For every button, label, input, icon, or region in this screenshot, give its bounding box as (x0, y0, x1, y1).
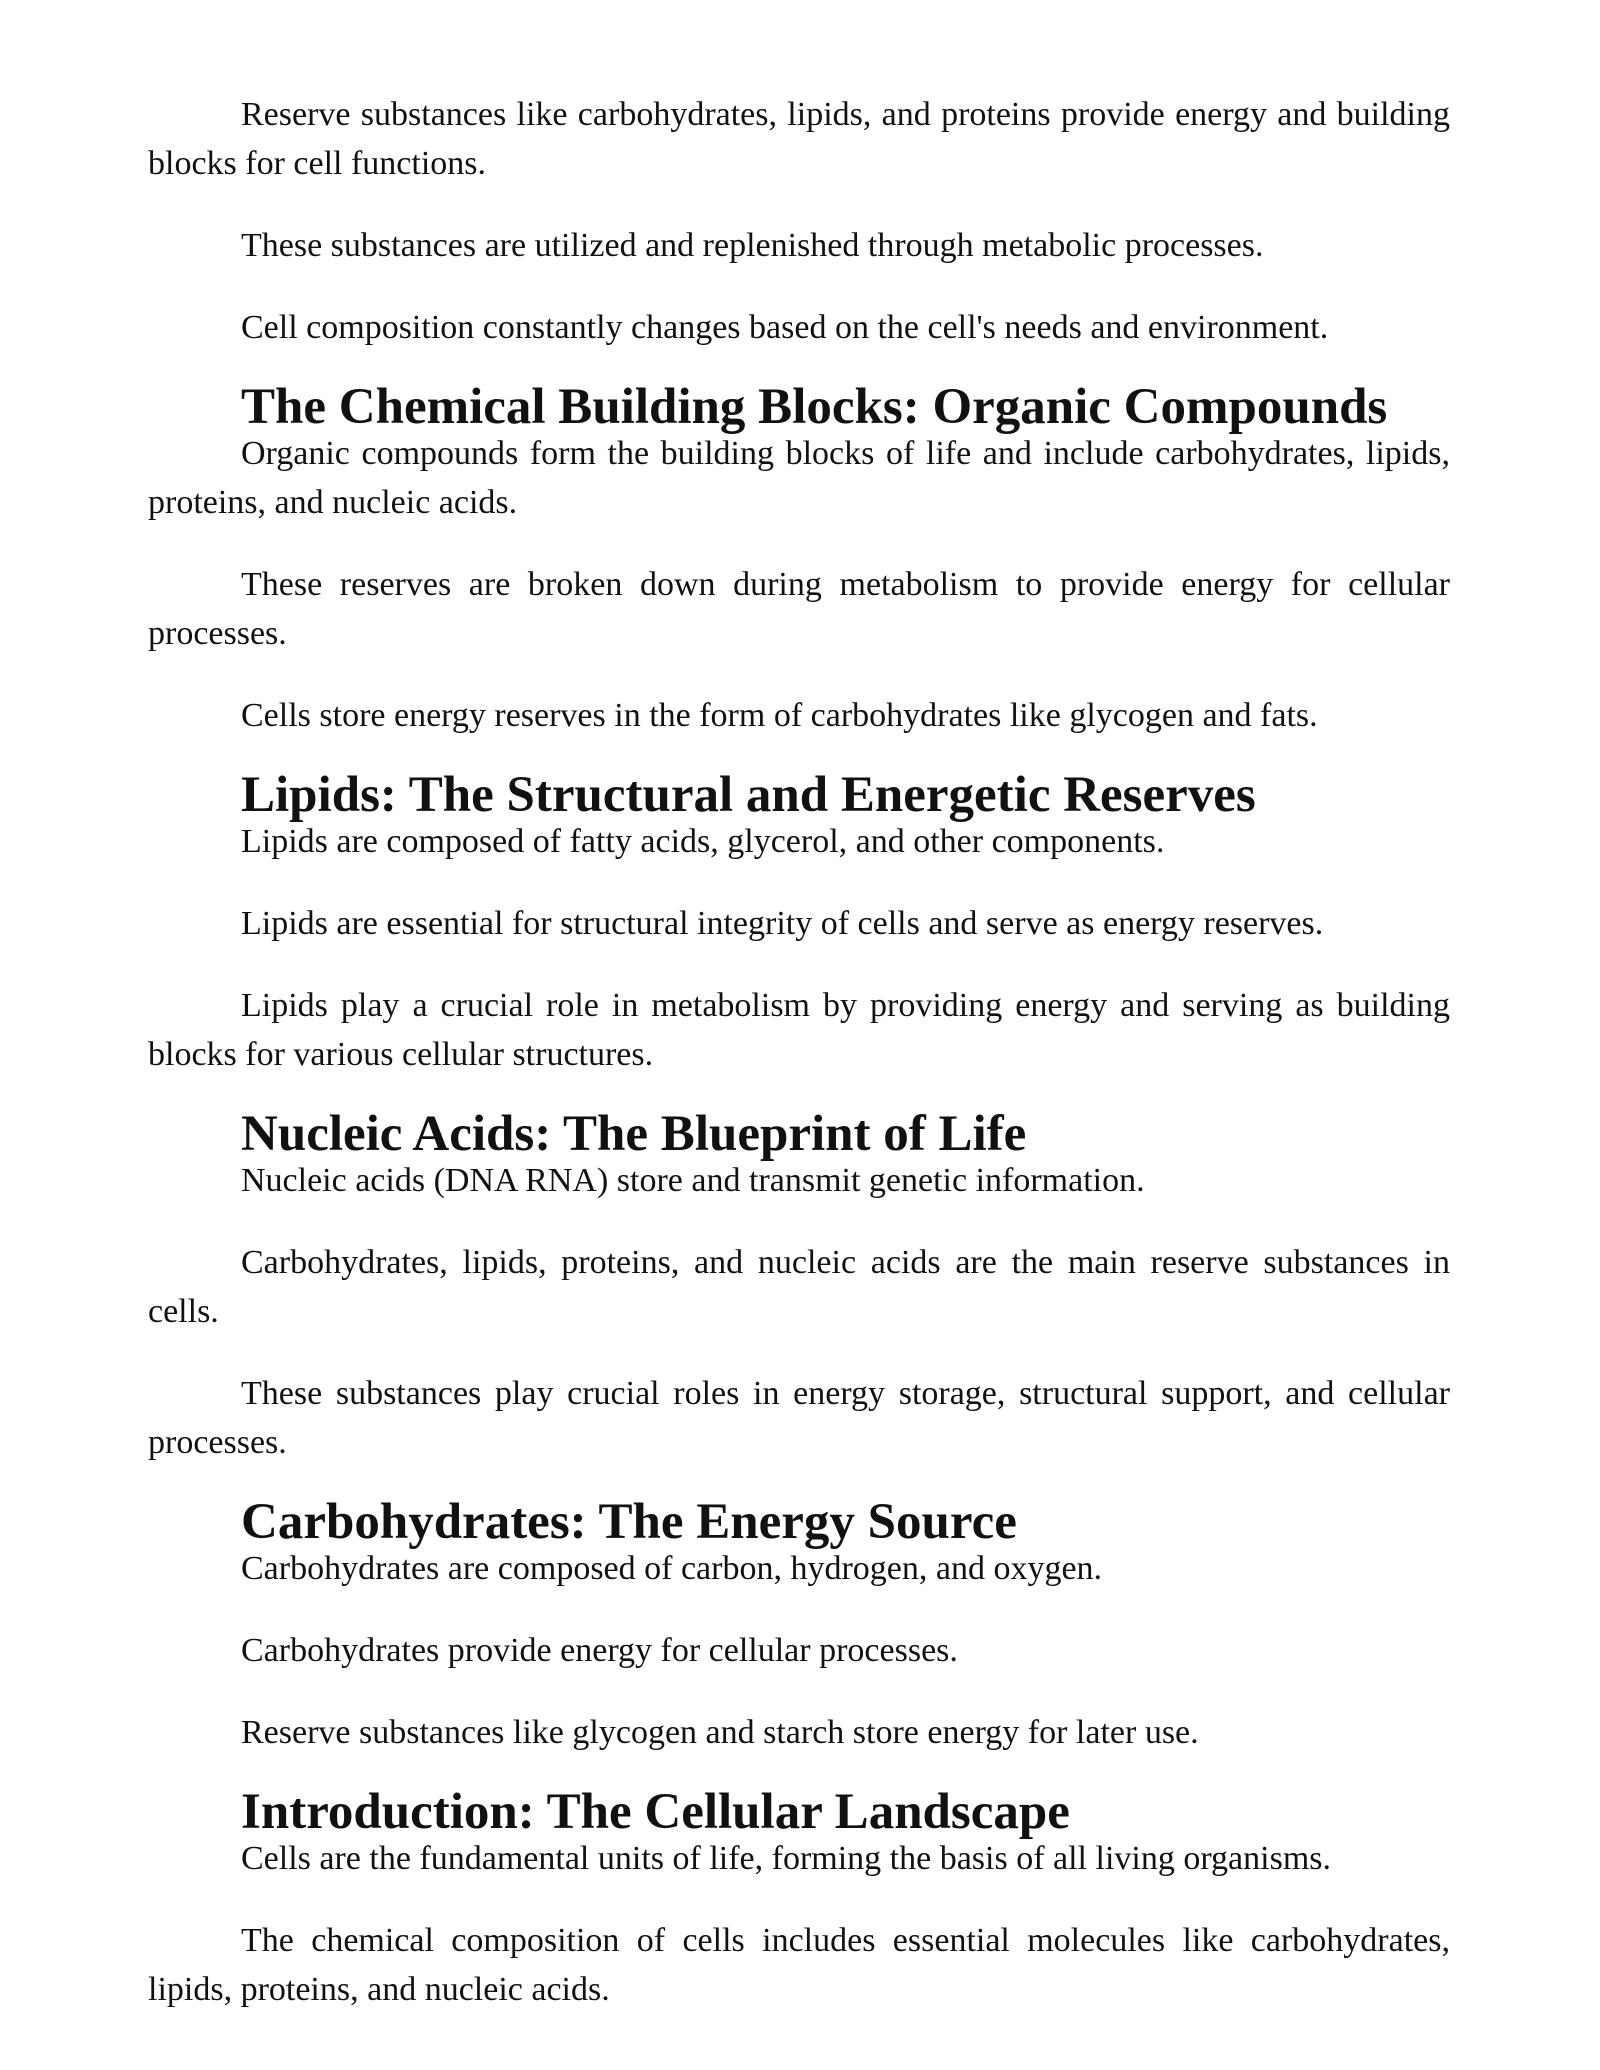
section-heading: Lipids: The Structural and Energetic Reserves (241, 767, 1256, 823)
section-paragraph: Lipids are composed of fatty acids, glycerol, and other components. (241, 823, 1165, 860)
section-paragraph: Carbohydrates, lipids, proteins, and nucleic acids are the main reserve substances in cells. (148, 1244, 1450, 1330)
section-paragraph: Nucleic acids (DNA RNA) store and transmit genetic information. (241, 1162, 1145, 1199)
section-organic-compounds (148, 379, 1450, 740)
section-paragraph: Reserve substances like glycogen and starch store energy for later use. (241, 1714, 1199, 1751)
section-paragraph: Carbohydrates provide energy for cellular processes. (241, 1632, 958, 1669)
section-paragraph: Lipids play a crucial role in metabolism by providing energy and serving as building blocks for various cellular structures. (148, 987, 1450, 1073)
section-paragraph: Lipids are essential for structural integrity of cells and serve as energy reserves. (241, 905, 1324, 942)
section-heading: The Chemical Building Blocks: Organic Compounds (241, 379, 1388, 435)
section-paragraph: The chemical composition of cells includes essential molecules like carbohydrates, lipids, proteins, and nucleic acids. (148, 1922, 1450, 2008)
intro-paragraph-1: Reserve substances like carbohydrates, lipids, and proteins provide energy and building blocks for cell functions. (148, 96, 1450, 182)
section-paragraph: Cells store energy reserves in the form of carbohydrates like glycogen and fats. (241, 697, 1318, 734)
section-paragraph: Cells are the fundamental units of life, forming the basis of all living organisms. (241, 1840, 1331, 1877)
section-carbohydrates (148, 1494, 1450, 1757)
section-heading: Nucleic Acids: The Blueprint of Life (241, 1106, 1027, 1162)
intro-paragraph-3: Cell composition constantly changes based on the cell's needs and environment. (241, 309, 1329, 346)
section-heading: Carbohydrates: The Energy Source (241, 1494, 1017, 1550)
section-lipids (148, 767, 1450, 1079)
section-nucleic-acids (148, 1106, 1450, 1467)
intro-paragraph-2: These substances are utilized and replenished through metabolic processes. (241, 227, 1264, 264)
section-paragraph: These substances play crucial roles in energy storage, structural support, and cellular processes. (148, 1375, 1450, 1461)
section-heading: Introduction: The Cellular Landscape (241, 1784, 1070, 1840)
section-introduction (148, 1784, 1450, 2014)
section-paragraph: These reserves are broken down during metabolism to provide energy for cellular processes. (148, 566, 1450, 652)
document-page (148, 90, 1450, 2047)
section-paragraph: Organic compounds form the building blocks of life and include carbohydrates, lipids, proteins, and nucleic acids. (148, 435, 1450, 521)
section-paragraph: Carbohydrates are composed of carbon, hydrogen, and oxygen. (241, 1550, 1103, 1587)
